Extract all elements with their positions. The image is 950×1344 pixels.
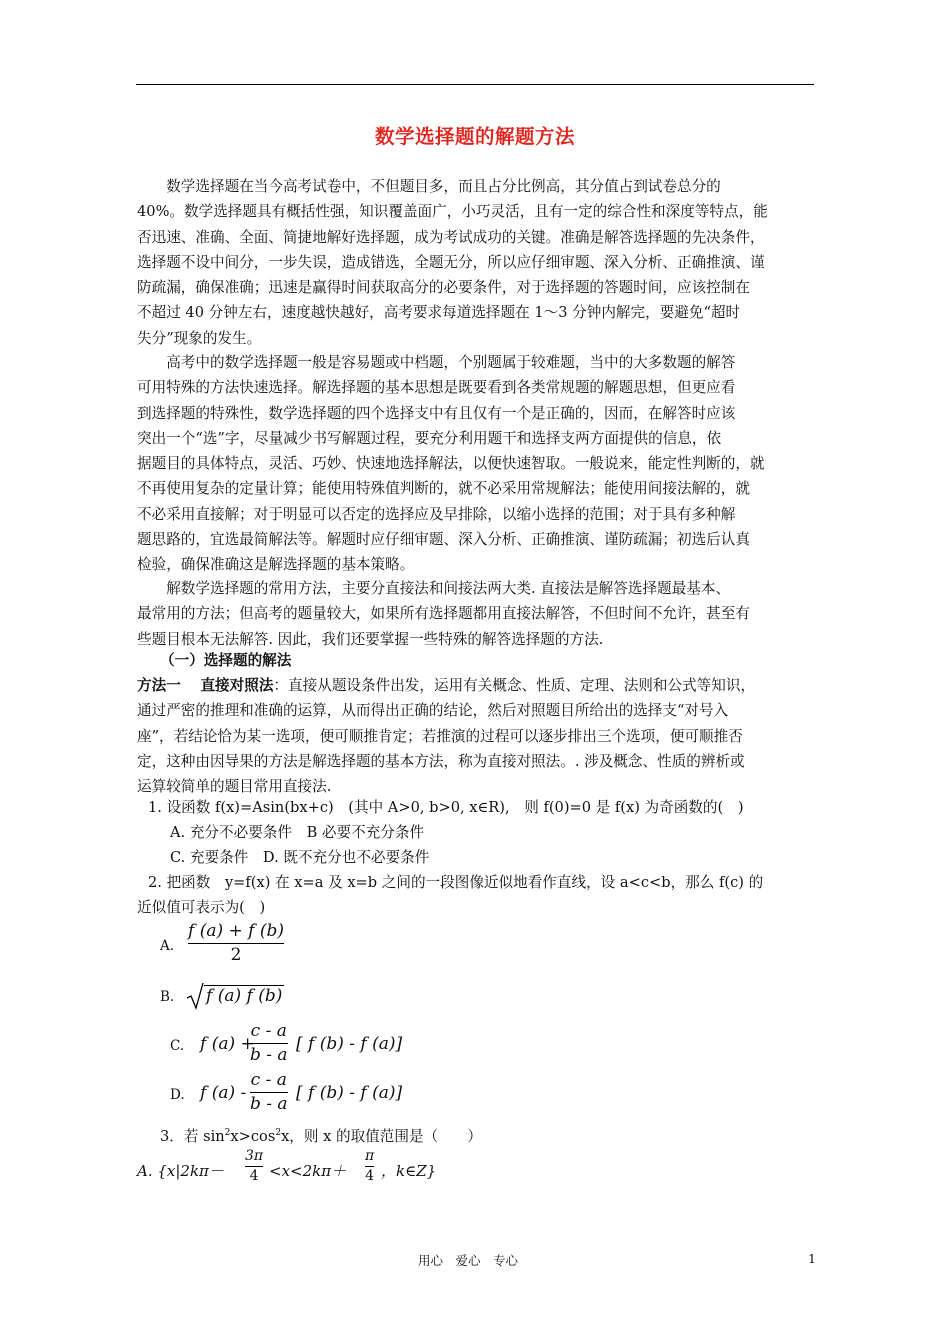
paragraph-line: 据题目的具体特点，灵活、巧妙、快速地选择解法，以便快速智取。一般说来，能定性判断的，就	[137, 455, 765, 473]
fraction: 3π 4	[245, 1148, 264, 1184]
paragraph-line: 不再使用复杂的定量计算；能使用特殊值判断的，就不必采用常规解法；能使用间接法解的，就	[137, 480, 750, 498]
option-a-denominator: 2	[230, 945, 242, 965]
option-b-radicand: f (a) f (b)	[206, 985, 283, 1006]
paragraph-line: 检验，确保准确这是解选择题的基本策略。	[137, 556, 415, 574]
fraction-bar	[188, 943, 284, 944]
paragraph-line: 不必采用直接解；对于明显可以否定的选择应及早排除，以缩小选择的范围；对于具有多种解	[137, 505, 736, 523]
option-d-suffix: [ f (b) - f (a)]	[296, 1083, 403, 1103]
paragraph-intro	[137, 174, 815, 351]
page-number: 1	[808, 1251, 816, 1266]
fraction-bar	[250, 1043, 288, 1044]
paragraph-line: 最常用的方法；但高考的题量较大，如果所有选择题都用直接法解答，不但时间不允许，甚至有	[137, 605, 750, 623]
paragraph-line: 防疏漏，确保准确；迅速是赢得时间获取高分的必要条件，对于选择题的答题时间，应该控制在	[137, 279, 750, 297]
method-one-line: 定，这种由因导果的方法是解选择题的基本方法，称为直接对照法。. 涉及概念、性质的辨析或	[137, 752, 745, 770]
option-c-numerator: c - a	[250, 1021, 287, 1041]
option-d-prefix: f (a) -	[200, 1083, 247, 1103]
paragraph-line: 选择题不设中间分，一步失误，造成错选，全题无分，所以应仔细审题、深入分析、正确推演、谨	[137, 253, 765, 271]
paragraph-line: 突出一个“选”字，尽量减少书写解题过程，要充分利用题干和选择支两方面提供的信息，依	[137, 429, 722, 447]
paragraph-line: 否迅速、准确、全面、简捷地解好选择题，成为考试成功的关键。准确是解答选择题的先决条件，	[137, 228, 765, 246]
option-label: D.	[170, 1087, 185, 1103]
section-heading: （一）选择题的解法	[160, 652, 292, 669]
paragraph-line: 不超过 40 分钟左右，速度越快越好，高考要求每道选择题在 1～3 分钟内解完，要避免“超时	[137, 304, 741, 322]
option-a-numerator: f (a) + f (b)	[188, 921, 284, 941]
method-one-line: 座”，若结论恰为某一选项，便可顺推肯定；若推演的过程可以逐步排出三个选项，便可顺推否	[137, 727, 743, 745]
paragraph-line: 到选择题的特殊性，数学选择题的四个选择支中有且仅有一个是正确的，因而，在解答时应该	[137, 404, 736, 422]
method-one-line: ：直接从题设条件出发，运用有关概念、性质、定理、法则和公式等知识，	[273, 677, 756, 694]
method-one-line: 运算较简单的题目常用直接法.	[137, 778, 332, 796]
option-c-prefix: f (a) +	[200, 1034, 255, 1054]
paragraph-line: 40%。数学选择题具有概括性强，知识覆盖面广，小巧灵活，且有一定的综合性和深度等特点，能	[137, 203, 768, 221]
option-d-fraction	[250, 1070, 288, 1115]
question-1-options-ab: A. 充分不必要条件 B 必要不充分条件	[170, 824, 425, 841]
option-label: A.	[160, 938, 175, 954]
option-a-fraction	[188, 921, 284, 966]
option-d-numerator: c - a	[250, 1070, 287, 1090]
option-c-suffix: [ f (b) - f (a)]	[296, 1034, 403, 1054]
paragraph-line: 解数学选择题的常用方法，主要分直接法和间接法两大类. 直接法是解答选择题最基本、	[137, 580, 731, 597]
method-one-label: 方法一 直接对照法	[137, 677, 274, 694]
option-d-denominator: b - a	[250, 1094, 288, 1114]
paragraph-line: 高考中的数学选择题一般是容易题或中档题，个别题属于较难题，当中的大多数题的解答	[137, 354, 736, 371]
header-rule	[136, 84, 814, 85]
question-3-stem: 3．若 $\sin^2x>\cos^2x$，则 x 的取值范围是（ ）	[160, 1127, 482, 1145]
fraction-bar	[250, 1092, 288, 1093]
question-2-stem: 近似值可表示为( )	[137, 899, 266, 916]
footer-slogan: 用心 爱心 专心	[418, 1253, 519, 1268]
method-one-line: 通过严密的推理和准确的运算，从而得出正确的结论，然后对照题目所给出的选择支“对号入	[137, 702, 729, 720]
option-label: C.	[170, 1038, 185, 1054]
paragraph-methods	[137, 576, 815, 652]
method-one	[137, 673, 815, 799]
question-1-options-cd: C. 充要条件 D. 既不充分也不必要条件	[170, 849, 430, 866]
option-label: B.	[160, 989, 175, 1005]
question-1-stem: 1. 设函数 f(x)=Asin(bx+c) (其中 A>0, b>0, x∈R), 则 f(0)=0 是 f(x) 为奇函数的( )	[148, 799, 744, 816]
option-c-denominator: b - a	[250, 1045, 288, 1065]
paragraph-line: 些题目根本无法解答. 因此，我们还要掌握一些特殊的解答选择题的方法.	[137, 630, 604, 648]
page-title: 数学选择题的解题方法	[374, 125, 575, 148]
paragraph-line: 可用特殊的方法快速选择。解选择题的基本思想是既要看到各类常规题的解题思想，但更应看	[137, 379, 736, 397]
option-c-fraction	[250, 1021, 288, 1066]
option-b-sqrt	[186, 982, 284, 1010]
paragraph-line: 数学选择题在当今高考试卷中，不但题目多，而且占分比例高，其分值占到试卷总分的	[137, 178, 721, 195]
paragraph-line: 失分”现象的发生。	[137, 329, 262, 347]
paragraph-line: 题思路的，宜选最简解法等。解题时应仔细审题、深入分析、正确推演、谨防疏漏；初选后认真	[137, 531, 750, 549]
fraction: π 4	[365, 1148, 375, 1184]
question-2-stem: 2. 把函数 y=f(x) 在 x=a 及 x=b 之间的一段图像近似地看作直线，设 a<c<b，那么 f(c) 的	[148, 874, 764, 891]
sqrt-icon	[186, 982, 204, 1010]
paragraph-strategy	[137, 350, 815, 578]
